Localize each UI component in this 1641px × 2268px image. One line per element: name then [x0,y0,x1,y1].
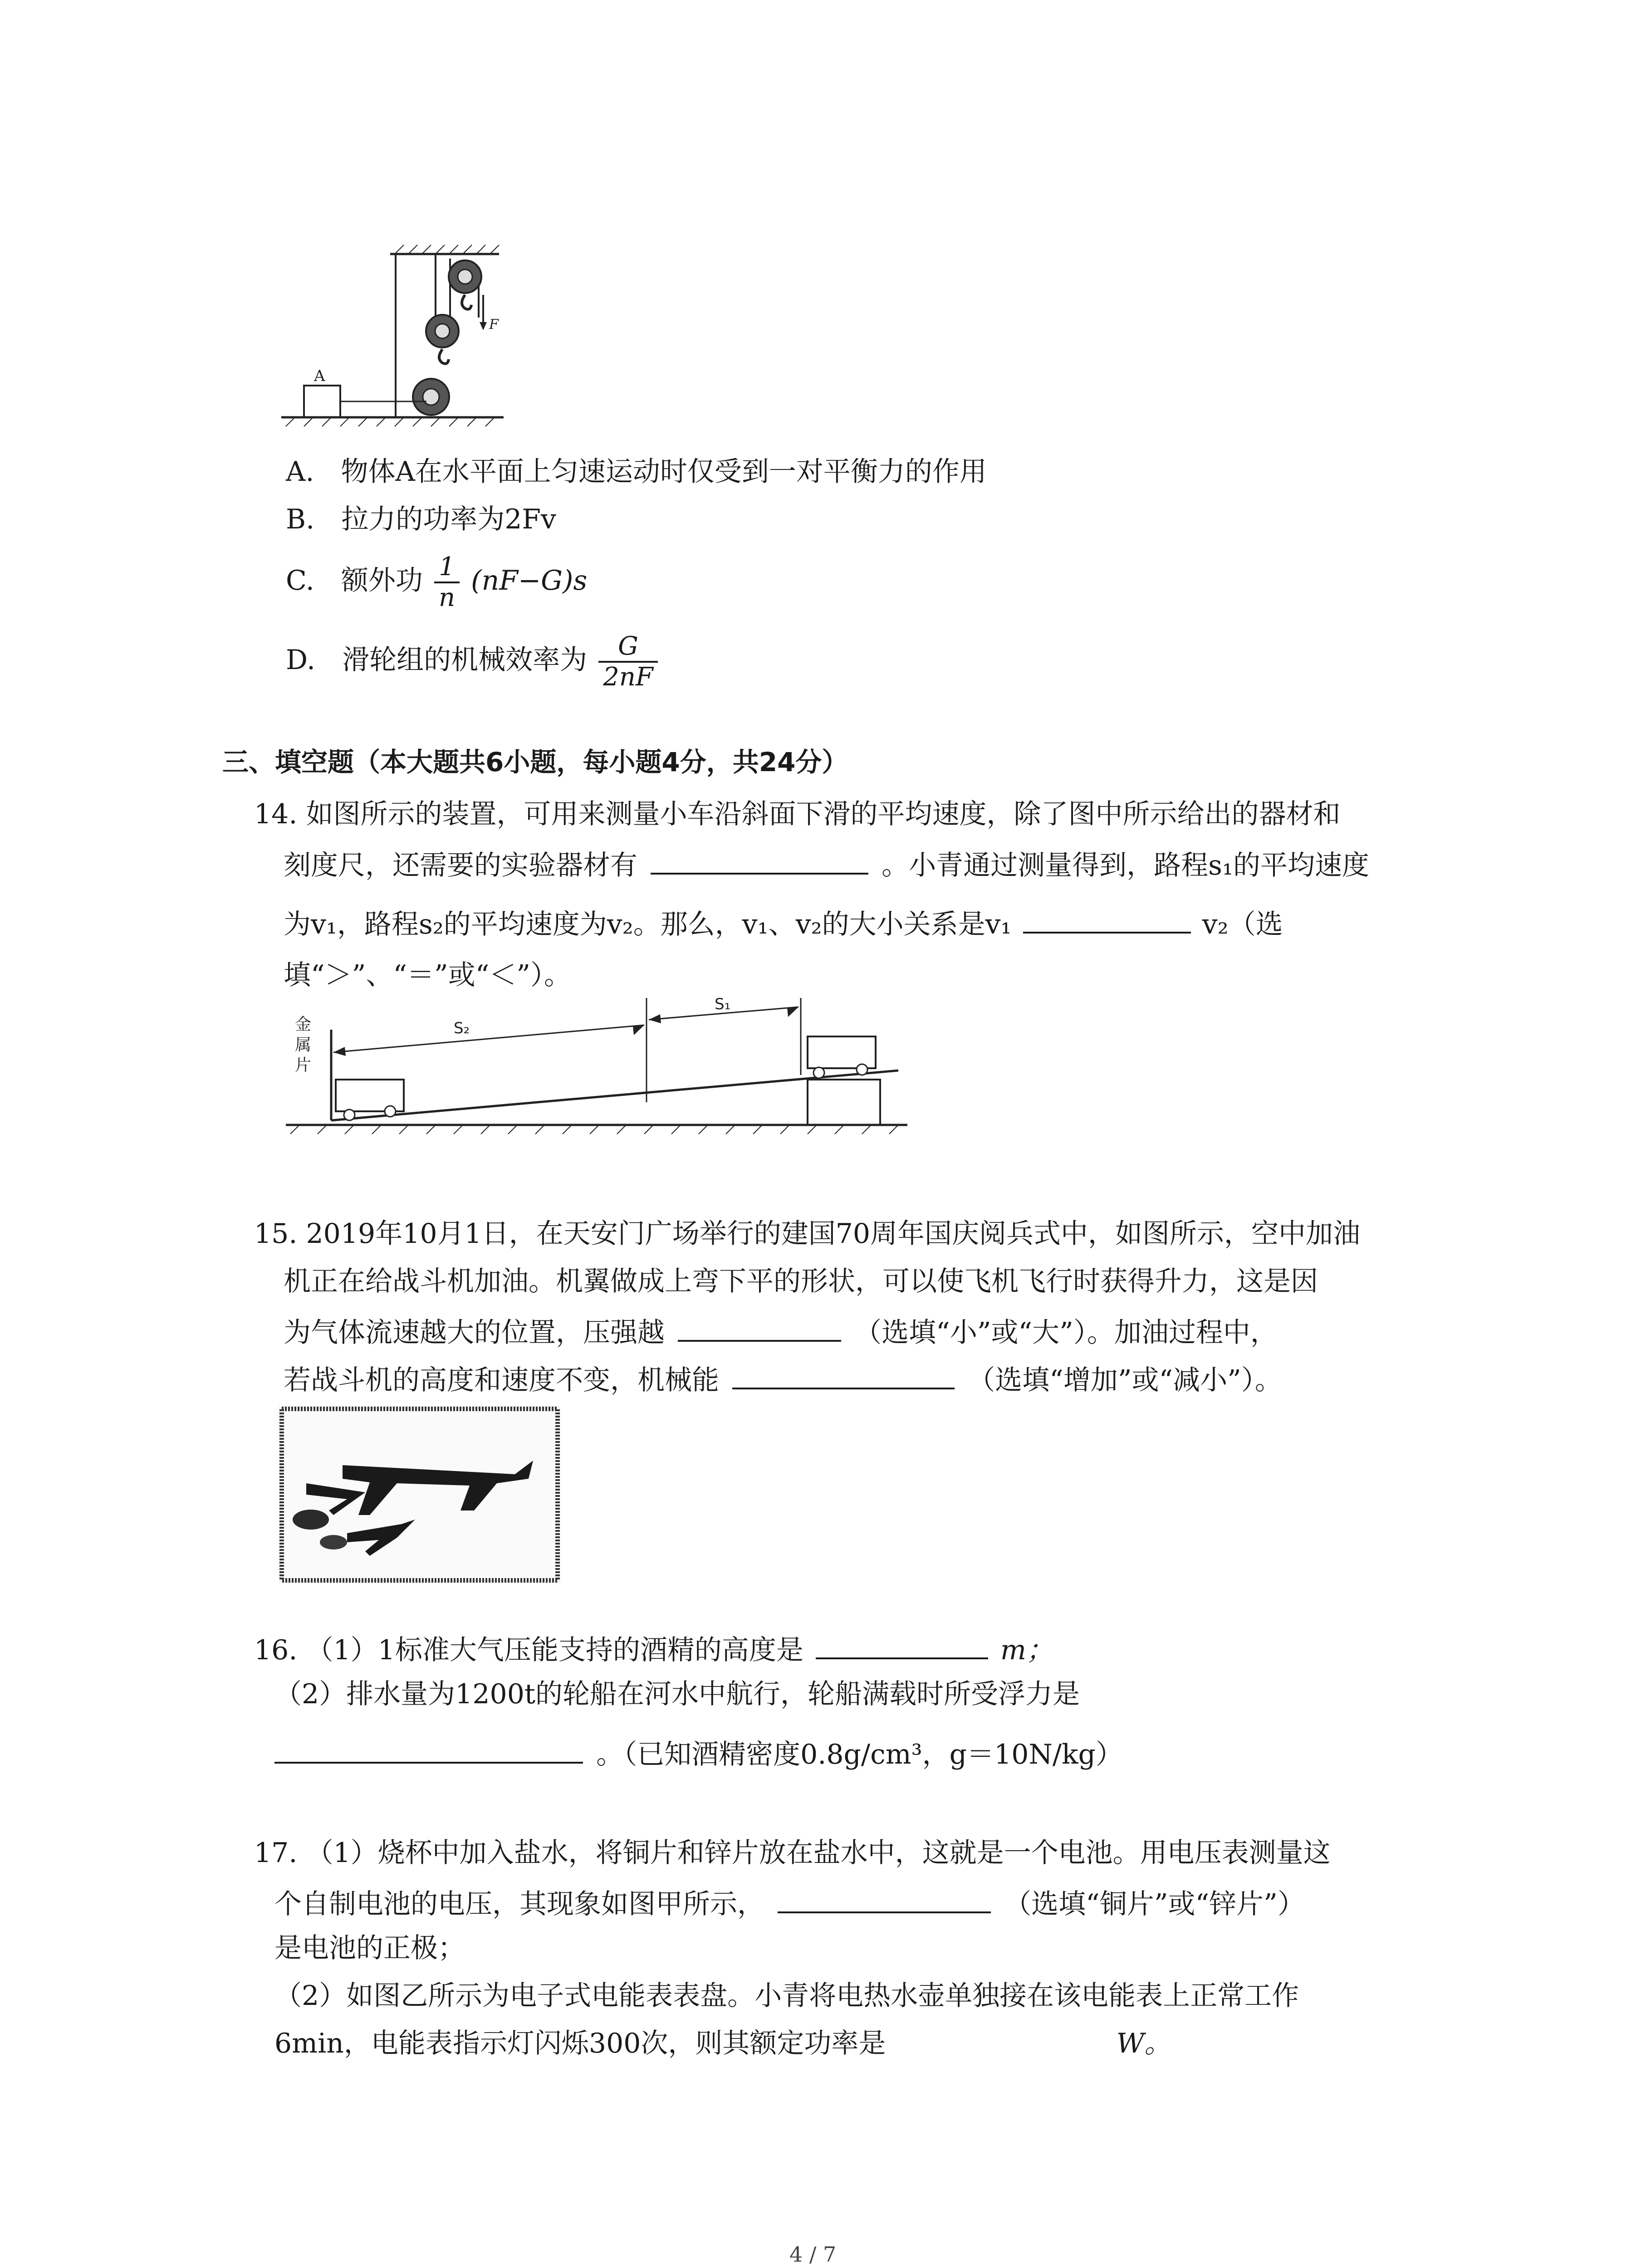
answer-blank[interactable] [778,1882,991,1913]
force-label: F [489,317,499,332]
q15-line2: 机正在给战斗机加油。机翼做成上弯下平的形状，可以使飞机飞行时获得升力，这是因 [284,1266,1318,1297]
q16-line3 [274,1733,1123,1773]
q17-line3: 是电池的正极； [274,1932,465,1964]
option-label: D. [286,644,316,676]
fraction-numerator: G [598,632,658,663]
metal-label-3: 片 [295,1056,312,1075]
q16-text: 16. （1）1标准大气压能支持的酒精的高度是 [254,1634,803,1666]
q14-line4: 填“＞”、“＝”或“＜”）。 [284,959,572,991]
option-prefix: 额外功 [341,565,423,596]
q16-line1 [254,1628,1053,1668]
option-label: B. [286,503,315,535]
q14-text: 。小青通过测量得到，路程s₁的平均速度 [882,850,1369,881]
q15-text: 为气体流速越大的位置，压强越 [284,1317,665,1349]
block-a-label: A [314,367,325,385]
q17-text: 个自制电池的电压，其现象如图甲所示， [274,1888,764,1920]
q15-text: （选填“增加”或“减小”）。 [968,1364,1282,1396]
option-a [286,454,987,490]
answer-blank[interactable] [678,1311,841,1342]
answer-blank[interactable] [274,1733,583,1764]
fraction-denominator: 2nF [603,662,653,692]
q17-line2 [274,1882,1305,1922]
q16-text: m； [1000,1634,1053,1666]
q15-text: （选填“小”或“大”）。加油过程中， [854,1317,1278,1349]
fraction-denominator: n [439,583,456,613]
q17-text: W。 [1116,2028,1172,2059]
q15-line3 [284,1311,1278,1351]
metal-label-2: 属 [295,1036,312,1054]
option-text: 拉力的功率为2Fv [341,503,556,535]
q16-text: 。（已知酒精密度0.8g/cm³，g＝10N/kg） [596,1739,1123,1770]
option-label: A. [286,456,314,488]
q17-text: 6min，电能表指示灯闪烁300次，则其额定功率是 [274,2028,886,2059]
q17-line5 [274,2025,1171,2062]
q14-line3 [284,903,1283,943]
q14-text: 刻度尺，还需要的实验器材有 [284,850,637,881]
answer-blank[interactable] [1023,903,1191,934]
q17-line4: （2）如图乙所示为电子式电能表表盘。小青将电热水壶单独接在该电能表上正常工作 [274,1980,1299,2012]
s1-label: S₁ [715,995,731,1013]
fraction-numerator: 1 [434,552,460,583]
option-text: 物体A在水平面上匀速运动时仅受到一对平衡力的作用 [341,456,987,488]
q14-text: v₂（选 [1202,909,1283,940]
option-label: C. [286,565,314,596]
incline-figure [272,989,916,1139]
q17-text: （选填“铜片”或“锌片”） [1004,1888,1305,1920]
answer-blank[interactable] [816,1628,988,1659]
option-b [286,501,556,538]
option-c [286,549,587,612]
fraction [434,552,460,612]
option-d [286,628,661,692]
s2-label: S₂ [454,1019,470,1037]
option-suffix: (nF−G)s [471,565,588,596]
q17-line1: 17. （1）烧杯中加入盐水，将铜片和锌片放在盐水中，这就是一个电池。用电压表测量这 [254,1837,1331,1869]
q14-line2 [284,844,1369,884]
page-number: 4 / 7 [789,2242,837,2267]
option-prefix: 滑轮组的机械效率为 [342,644,588,676]
pulley-figure [272,227,508,445]
metal-label-1: 金 [295,1015,312,1034]
refueling-photo [279,1406,560,1583]
q16-line2: （2）排水量为1200t的轮船在河水中航行，轮船满载时所受浮力是 [274,1678,1080,1710]
fraction [598,632,658,692]
section-heading: 三、填空题（本大题共6小题，每小题4分，共24分） [222,747,848,777]
answer-blank[interactable] [732,1359,955,1389]
q14-text: 为v₁，路程s₂的平均速度为v₂。那么，v₁、v₂的大小关系是v₁ [284,909,1012,940]
q15-line1: 15. 2019年10月1日，在天安门广场举行的建国70周年国庆阅兵式中，如图所示，空中加油 [254,1218,1361,1250]
answer-blank[interactable] [651,844,868,875]
q14-line1: 14. 如图所示的装置，可用来测量小车沿斜面下滑的平均速度，除了图中所示给出的器材和 [254,798,1341,830]
q15-line4 [284,1359,1282,1398]
q15-text: 若战斗机的高度和速度不变，机械能 [284,1364,719,1396]
